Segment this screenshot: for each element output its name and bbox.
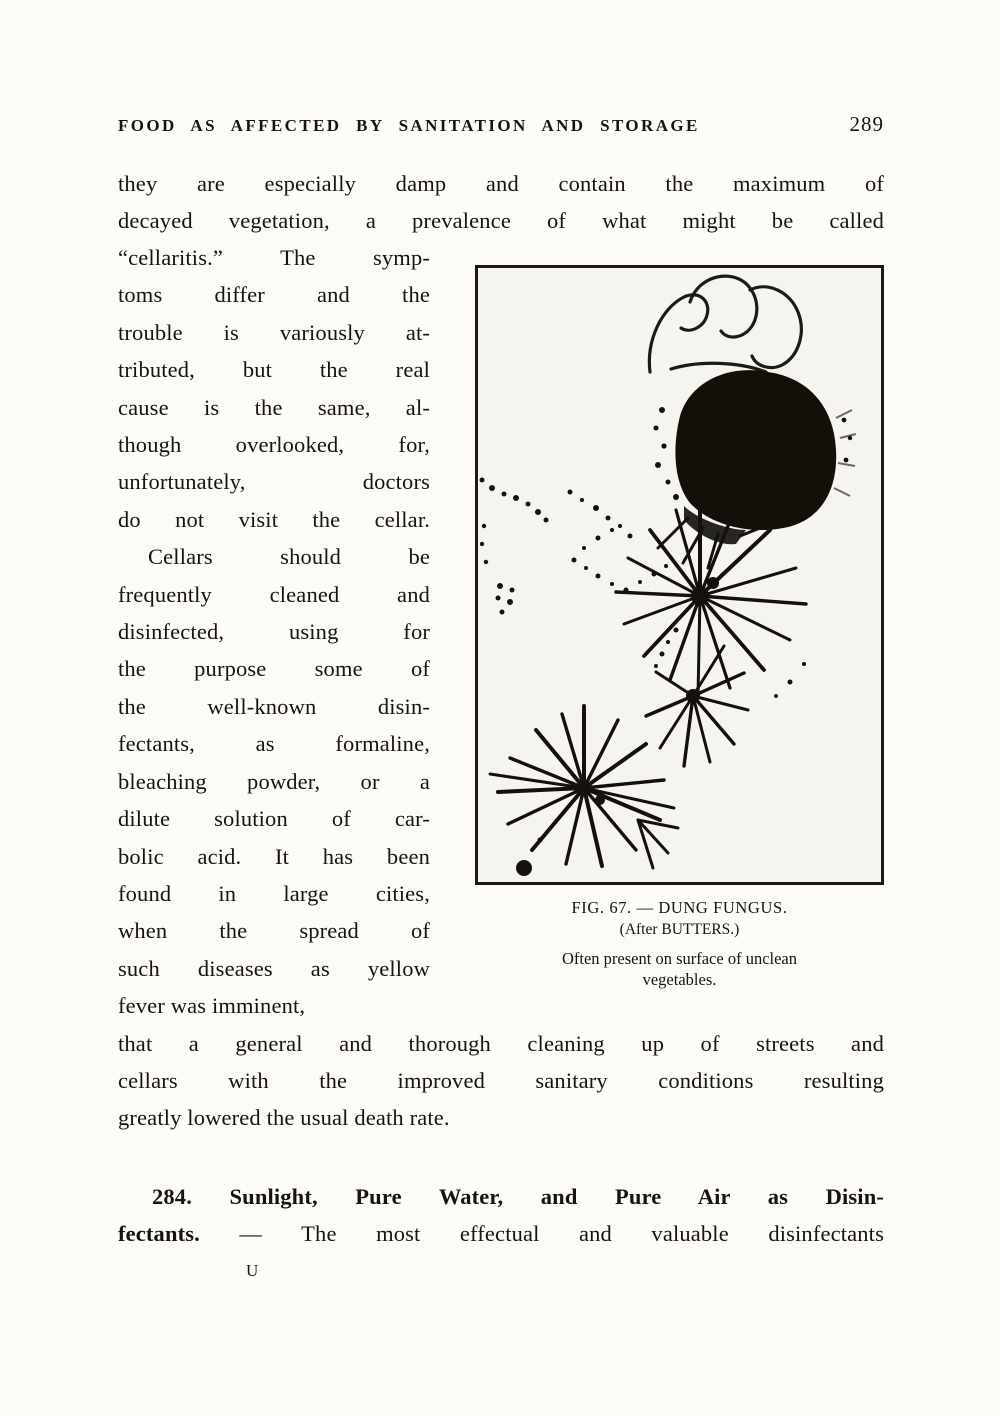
text-line: decayed vegetation, a prevalence of what might be called [118, 208, 884, 233]
text-line: “cellaritis.” The symp- [118, 245, 430, 270]
figure-caption [475, 898, 884, 990]
page-header [118, 112, 884, 137]
text-line: the well-known disin- [118, 693, 430, 719]
text-line: such diseases as yellow [118, 955, 430, 981]
text-line: unfortunately, doctors [118, 469, 430, 495]
figure-caption-title: FIG. 67. — DUNG FUNGUS. [571, 898, 788, 917]
text-line: fever was imminent, [118, 993, 306, 1019]
text-line: fectants, as formaline, [118, 731, 430, 757]
text-line: bolic acid. It has been [118, 843, 430, 869]
text-line: frequently cleaned and [118, 581, 430, 607]
text-line: found in large cities, [118, 880, 430, 906]
paragraph-continuation [118, 1025, 884, 1136]
text-line: the purpose some of [118, 656, 430, 682]
figure-frame [475, 265, 884, 885]
section-body-text: — The most effectual and valuable disinfectants [199, 1220, 884, 1246]
text-line: do not visit the cellar. [118, 506, 430, 532]
text-line: they are especially damp and contain the maximum of [118, 171, 884, 196]
dung-fungus-illustration [478, 268, 881, 882]
text-column [118, 239, 430, 1025]
figure-caption-note [475, 948, 884, 990]
running-header: FOOD AS AFFECTED BY SANITATION AND STORAGE [118, 116, 700, 135]
text-line: toms differ and the [118, 282, 430, 308]
text-line: greatly lowered the usual death rate. [118, 1104, 450, 1130]
text-line: dilute solution of car- [118, 806, 430, 832]
caption-note-line: vegetables. [642, 970, 717, 989]
caption-note-line: Often present on surface of unclean [561, 949, 798, 968]
printer-signature-mark: U [246, 1260, 259, 1280]
text-line: though overlooked, for, [118, 432, 430, 458]
section-heading-bold: fectants. [118, 1220, 200, 1246]
figure-dung-fungus [475, 265, 884, 990]
text-line: cellars with the improved sanitary conditions resulting [118, 1067, 884, 1093]
text-line: Cellars should be [148, 544, 430, 570]
text-and-figure-region [118, 239, 884, 1136]
section-284-paragraph [118, 1178, 884, 1252]
text-line: trouble is variously at- [118, 319, 430, 345]
text-line: that a general and thorough cleaning up of streets and [118, 1030, 884, 1056]
page-number: 289 [849, 112, 884, 136]
figure-caption-credit: (After BUTTERS.) [619, 921, 740, 938]
text-line: bleaching powder, or a [118, 768, 430, 794]
section-second-line [118, 1215, 884, 1252]
intro-paragraph [118, 165, 884, 239]
text-line: cause is the same, al- [118, 394, 430, 420]
text-line: when the spread of [118, 918, 430, 944]
text-line: disinfected, using for [118, 619, 430, 645]
text-line: tributed, but the real [118, 357, 430, 383]
section-heading-line: 284. Sunlight, Pure Water, and Pure Air as Disin- [152, 1183, 884, 1209]
